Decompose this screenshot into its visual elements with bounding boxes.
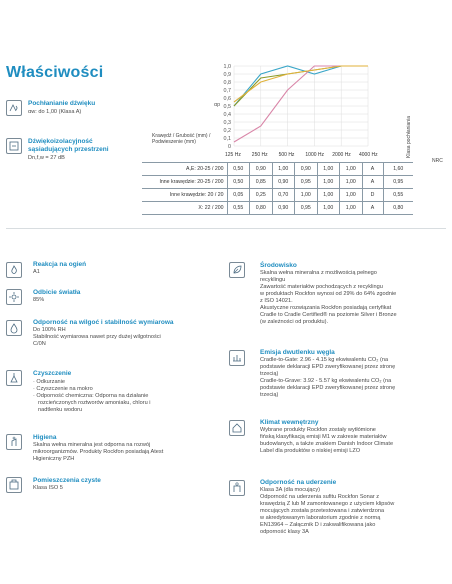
impact-6: EN13964 – Załącznik D i zakwalifikowana jako <box>260 522 376 528</box>
table-cell: 1,00 <box>317 163 340 176</box>
impact-2: Odporność na uderzenia sufitu Rockfon Sonar z <box>260 494 380 500</box>
table-cell: 1,00 <box>317 189 340 202</box>
co2-6: trzecią) <box>260 392 279 398</box>
table-row <box>142 176 413 189</box>
table-cell: 0,95 <box>295 176 318 189</box>
environment-1: Skalna wełna mineralna z możliwością pełnego <box>260 270 377 276</box>
row-label: Inne krawędzie: 20-25 / 200 <box>142 176 227 189</box>
table-cell: 0,95 <box>295 202 318 215</box>
x-tick-label: 1000 Hz <box>305 152 325 158</box>
co2-5: podstawie deklaracji EPD zweryfikowanej przez stronę <box>260 385 396 391</box>
table-cell: 0,55 <box>227 202 250 215</box>
impact-5: w akredytowanym laboratorium zgodnie z normą <box>260 515 381 521</box>
insulation-title-2: sąsiadujących przestrzeni <box>28 146 109 153</box>
cleaning-5: nadtlenku wodoru <box>38 407 83 413</box>
y-tick-label: 0,8 <box>223 79 231 86</box>
table-row <box>142 189 413 202</box>
y-axis-label: αp <box>214 102 221 108</box>
table-cell: 0,85 <box>250 176 273 189</box>
climate-4: Label dla produktów o niskiej emisji LZO <box>260 448 361 454</box>
table-cell: 1,00 <box>317 202 340 215</box>
class-cell: A <box>362 202 383 215</box>
cleaning-2: · Czyszczenie na mokro <box>33 386 93 392</box>
table-cell: 0,90 <box>272 202 295 215</box>
series-line-3 <box>234 66 368 102</box>
sound-absorption-icon <box>6 100 22 116</box>
row-label: A,E: 20-25 / 200 <box>142 163 227 176</box>
table-cell: 1,00 <box>340 176 363 189</box>
class-cell: A <box>362 163 383 176</box>
sound-insulation-icon <box>6 138 22 154</box>
table-cell: 1,00 <box>340 163 363 176</box>
light-reflection-icon <box>6 289 22 305</box>
environment-3: Zawartość materiałów pochodzących z recyklingu <box>260 284 383 290</box>
absorption-chart <box>206 60 376 152</box>
hygiene-icon <box>6 434 22 450</box>
nrc-cell: 1,60 <box>383 163 413 176</box>
cleaning-3: · Odporność chemiczna: Odporna na działanie <box>33 393 149 399</box>
insulation-text: Dn,f,w = 27 dB <box>28 155 65 161</box>
table-cell: 0,50 <box>227 163 250 176</box>
section-divider <box>6 228 446 229</box>
humidity-text-2: Stabilność wymiarowa nawet przy dużej wilgotności <box>33 334 161 340</box>
y-tick-label: 0 <box>228 143 231 150</box>
co2-1: Cradle-to-Gate: 2.96 - 4.15 kg ekwiwalentu CO₂ (na <box>260 357 389 363</box>
environment-7: Cradle to Cradle Certified® na poziomie Silver i Bronze <box>260 312 397 318</box>
absorption-chart-svg <box>206 60 376 152</box>
fire-icon <box>6 262 22 278</box>
impact-1: Klasa 3A (dla mocujący) <box>260 487 321 493</box>
cleaning-title: Czyszczenie <box>33 370 72 377</box>
table-cell: 0,90 <box>295 163 318 176</box>
table-cell: 0,25 <box>250 189 273 202</box>
table-cell: 1,00 <box>340 189 363 202</box>
impact-icon <box>229 480 245 496</box>
absorption-table <box>142 162 413 215</box>
impact-7: odporność klasy 3A <box>260 529 309 535</box>
table-cell: 0,05 <box>227 189 250 202</box>
clean-room-title: Pomieszczenia czyste <box>33 477 101 484</box>
humidity-icon <box>6 320 22 336</box>
environment-4: w produktach Rockfon wynosi od 29% do 64% zgodnie <box>260 291 397 297</box>
table-cell: 1,00 <box>340 202 363 215</box>
humidity-title: Odporność na wilgoć i stabilność wymiarowa <box>33 319 174 326</box>
clean-room-icon <box>6 477 22 493</box>
table-cell: 1,00 <box>272 163 295 176</box>
table-row <box>142 202 413 215</box>
absorption-title: Pochłanianie dźwięku <box>28 100 96 107</box>
climate-title: Klimat wewnętrzny <box>260 419 319 426</box>
y-tick-label: 0,7 <box>223 87 231 94</box>
hygiene-1: Skalna wełna mineralna jest odporna na rozwój <box>33 442 151 448</box>
page-title: Właściwości <box>6 64 104 81</box>
co2-4: Cradle-to-Grave: 3.92 - 5.57 kg ekwiwalentu CO₂ (na <box>260 378 392 384</box>
y-tick-label: 1,0 <box>223 63 231 70</box>
cleaning-icon <box>6 370 22 386</box>
environment-icon <box>229 262 245 278</box>
y-tick-label: 0,2 <box>223 127 231 134</box>
x-tick-label: 4000 Hz <box>359 152 378 158</box>
fire-title: Reakcja na ogień <box>33 261 87 268</box>
climate-2: fińską klasyfikacją emisji M1 w zakresie materiałów <box>260 434 387 440</box>
table-cell: 0,70 <box>272 189 295 202</box>
indoor-climate-icon <box>229 420 245 436</box>
environment-5: z ISO 14021. <box>260 298 293 304</box>
row-label: Inne krawędzie: 20 / 20 <box>142 189 227 202</box>
impact-3: krawędzią Z lub M zamontowanego z użyciem klipsów <box>260 501 395 507</box>
environment-8: (w zależności od produktu). <box>260 319 329 325</box>
light-title: Odbicie światła <box>33 289 81 296</box>
cleaning-1: · Odkurzanie <box>33 379 66 385</box>
x-tick-label: 125 Hz <box>225 152 241 158</box>
y-tick-label: 0,9 <box>223 71 231 78</box>
y-tick-label: 0,5 <box>223 103 231 110</box>
environment-title: Środowisko <box>260 262 297 269</box>
humidity-text-3: C/0N <box>33 341 46 347</box>
y-tick-label: 0,6 <box>223 95 231 102</box>
class-cell: A <box>362 176 383 189</box>
nrc-cell: 0,55 <box>383 189 413 202</box>
co2-2: podstawie deklaracji EPD zweryfikowanej przez stronę <box>260 364 396 370</box>
y-tick-label: 0,4 <box>223 111 231 118</box>
table-cell: 1,00 <box>317 176 340 189</box>
humidity-text-1: Do 100% RH <box>33 327 66 333</box>
table-cell: 1,00 <box>295 189 318 202</box>
co2-icon <box>229 350 245 366</box>
climate-3: budowlanych, a także znakiem Danish Indoor Climate <box>260 441 394 447</box>
series-line-2 <box>234 66 368 142</box>
x-tick-label: 500 Hz <box>278 152 295 158</box>
class-cell: D <box>362 189 383 202</box>
table-cell: 0,90 <box>272 176 295 189</box>
environment-2: recyklingu <box>260 277 286 283</box>
hygiene-3: Higieniczny PZH <box>33 456 75 462</box>
class-header: Klasa pochłaniania <box>406 116 412 158</box>
light-text: 85% <box>33 297 45 303</box>
table-cell: 0,80 <box>250 202 273 215</box>
x-tick-label: 250 Hz <box>251 152 268 158</box>
insulation-title-1: Dźwiękoizolacyjność <box>28 138 93 145</box>
environment-6: Akustyczne rozwiązania Rockfon posiadają certyfikat <box>260 305 392 311</box>
co2-title: Emisja dwutlenku węgla <box>260 349 335 356</box>
table-cell: 0,90 <box>250 163 273 176</box>
row-label: X: 22 / 200 <box>142 202 227 215</box>
nrc-cell: 0,80 <box>383 202 413 215</box>
climate-1: Wybrane produkty Rockfon zostały wytłómione <box>260 427 376 433</box>
impact-4: mocujących została przetestowana i zatwierdzona <box>260 508 385 514</box>
table-row <box>142 163 413 176</box>
x-tick-label: 2000 Hz <box>332 152 351 158</box>
fire-text: A1 <box>33 269 40 275</box>
hygiene-2: mikroorganizmów. Produkty Rockfon posiadają Atest <box>33 449 164 455</box>
table-cell: 0,50 <box>227 176 250 189</box>
nrc-cell: 0,95 <box>383 176 413 189</box>
y-tick-label: 0,3 <box>223 119 231 126</box>
impact-title: Odporność na uderzenie <box>260 479 337 486</box>
clean-room-text: Klasa ISO 5 <box>33 485 63 491</box>
hygiene-title: Higiena <box>33 434 57 441</box>
cleaning-4: rozcieńczonych roztworów amoniaku, chloru i <box>38 400 151 406</box>
absorption-text: αw: do 1,00 (Klasa A) <box>28 109 82 115</box>
table-header-label: Krawędź / Grubość (mm) / Podwieszenie (mm) <box>152 133 211 145</box>
nrc-header: NRC <box>432 158 443 164</box>
y-tick-label: 0,1 <box>223 135 231 142</box>
co2-3: trzecią) <box>260 371 279 377</box>
